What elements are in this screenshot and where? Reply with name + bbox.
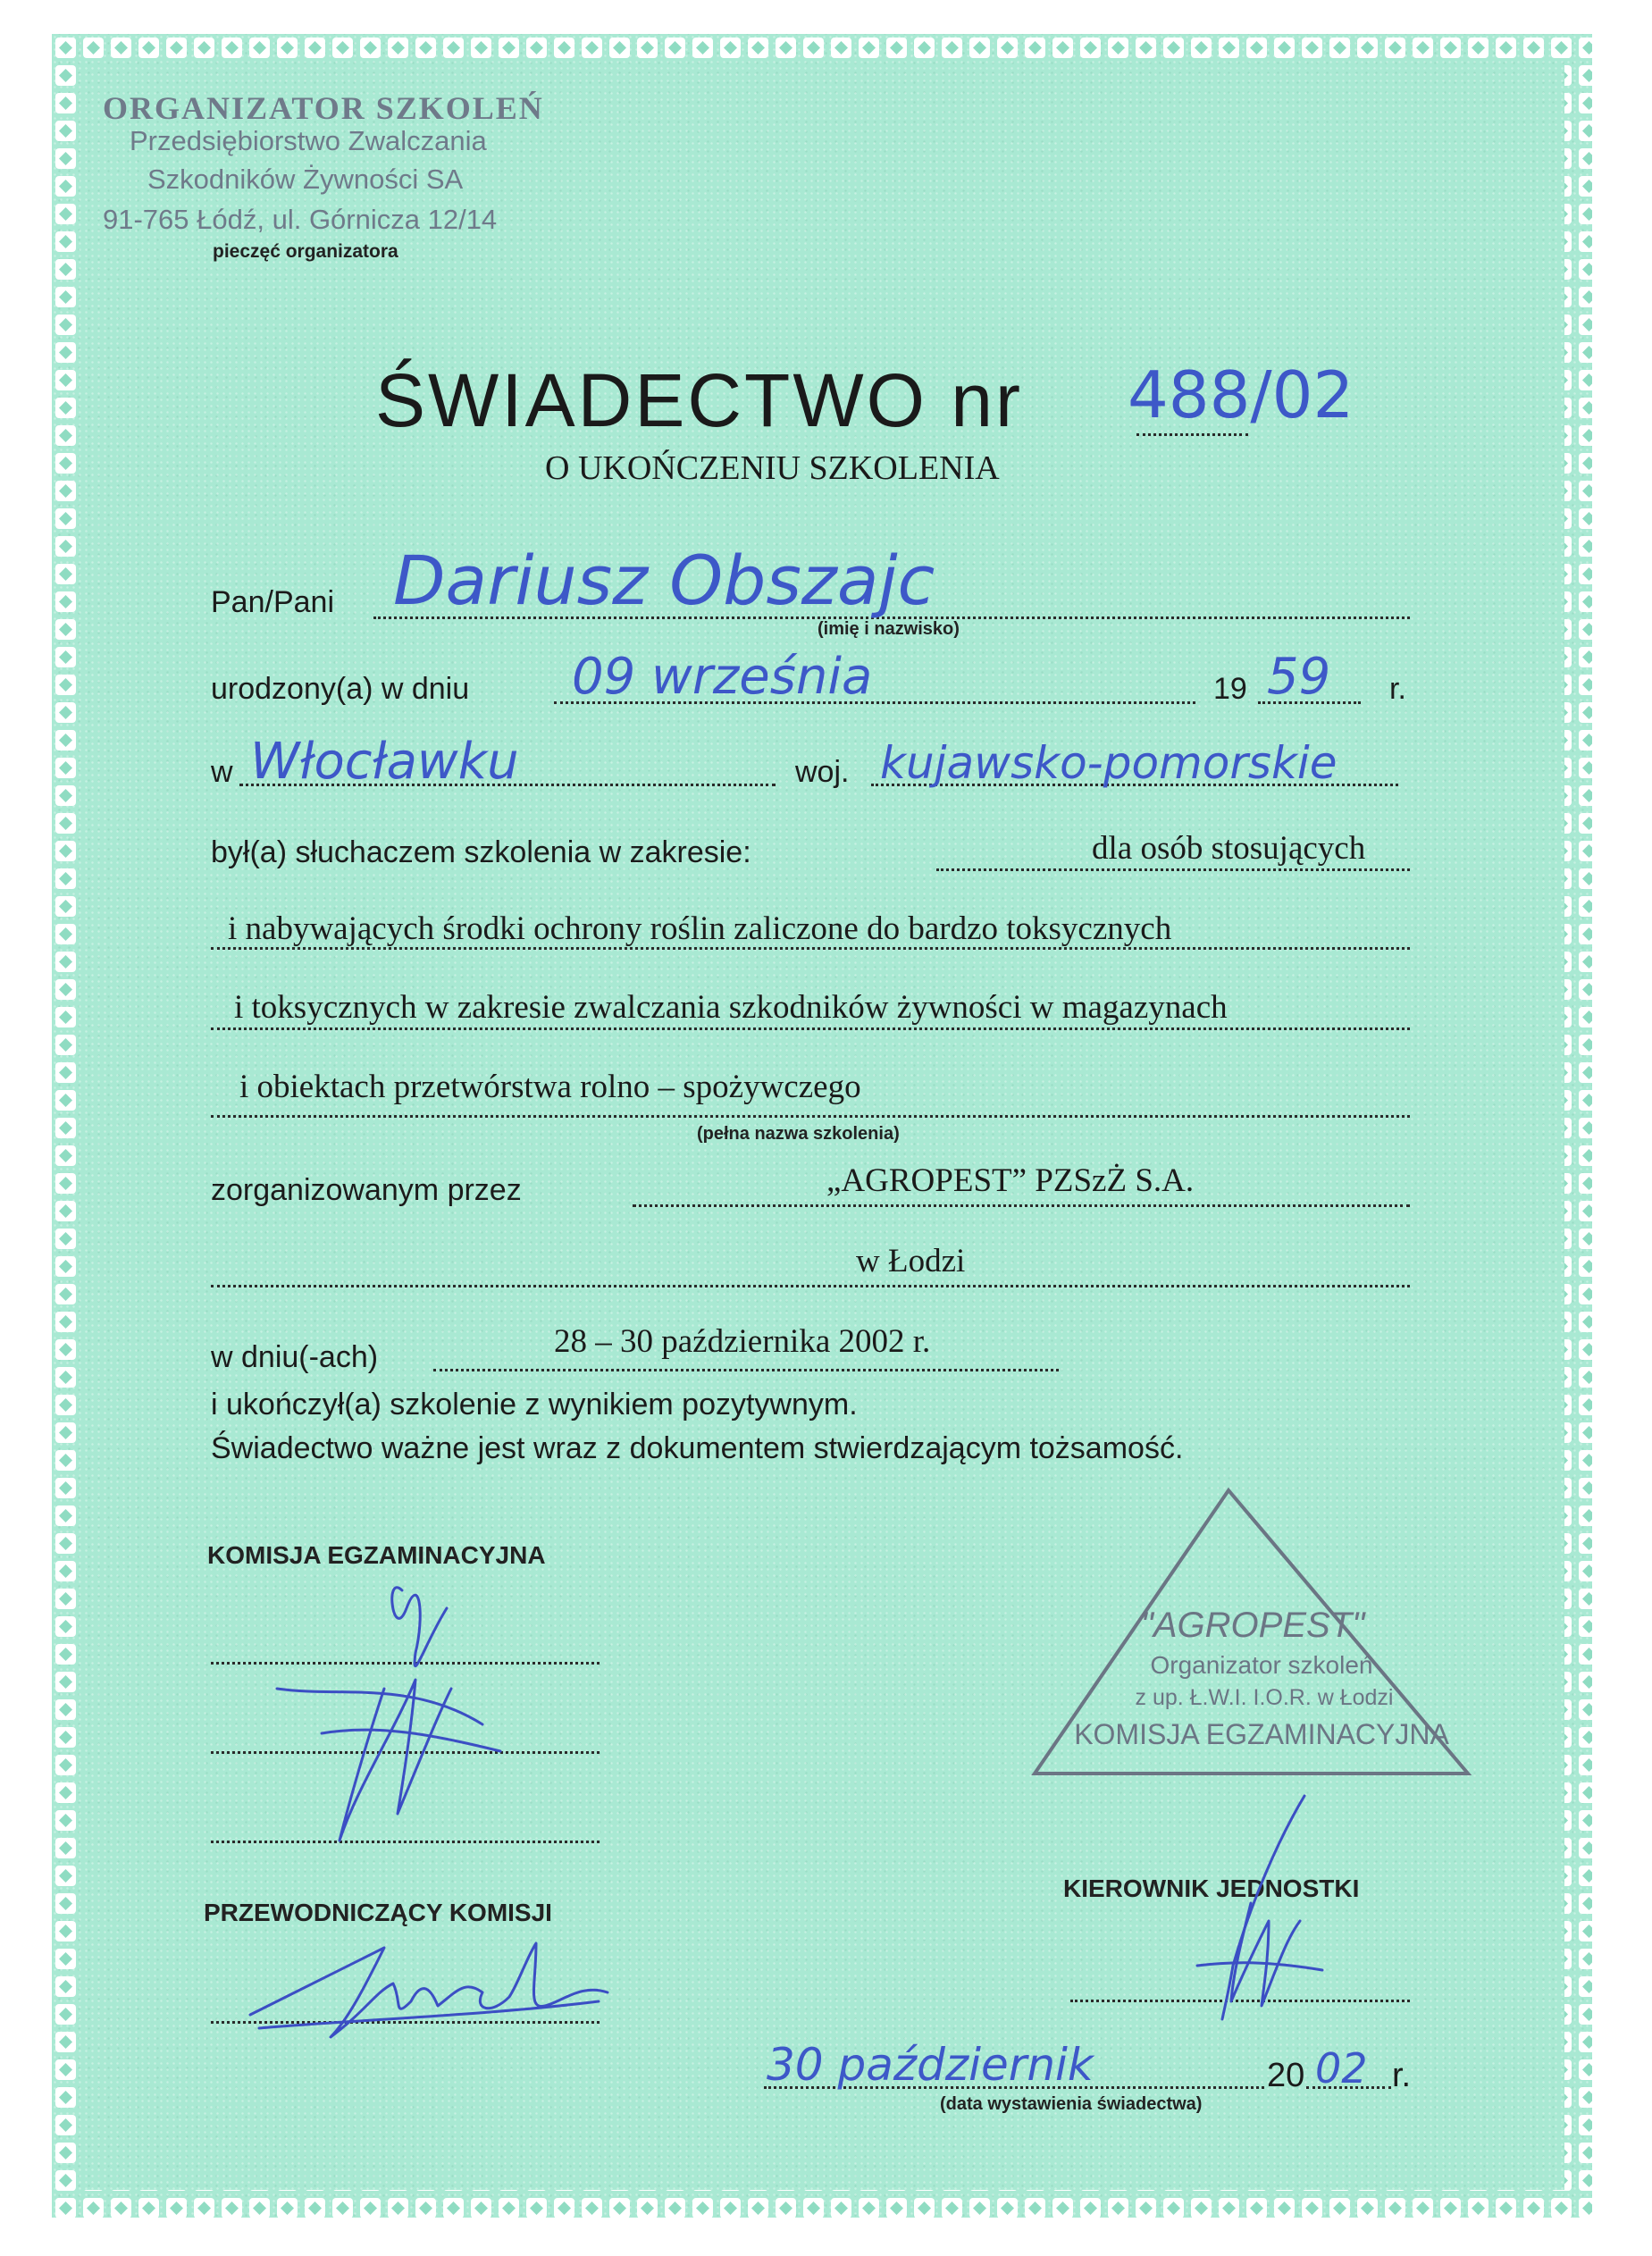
course-label: był(a) słuchaczem szkolenia w zakresie: xyxy=(211,835,751,869)
organizer-stamp-line: Szkodników Żywności SA xyxy=(147,164,464,195)
dotted-line xyxy=(211,1285,1410,1287)
issue-year-prefix: 20 xyxy=(1267,2057,1305,2094)
dotted-line xyxy=(936,868,1410,871)
result-text: i ukończył(a) szkolenie z wynikiem pozytywnym. xyxy=(211,1388,858,1422)
course-line-2: i nabywających środki ochrony roślin zaliczone do bardzo toksycznych xyxy=(228,910,1172,947)
commission-signature xyxy=(268,1555,536,1858)
course-line-1: dla osób stosujących xyxy=(1092,830,1366,867)
seal-line-3: z up. Ł.W.I. I.O.R. w Łodzi xyxy=(1135,1685,1394,1710)
birth-date-value: 09 września xyxy=(572,648,873,706)
chair-signature xyxy=(241,1930,616,2046)
province-value: kujawsko-pomorskie xyxy=(880,737,1338,789)
organized-value: „AGROPEST” PZSzŻ S.A. xyxy=(826,1162,1195,1199)
birth-year-suffix: r. xyxy=(1389,672,1406,706)
place-value: Włocławku xyxy=(250,733,519,791)
organizer-stamp-address: 91-765 Łódź, ul. Górnicza 12/14 xyxy=(103,204,498,235)
name-caption: (imię i nazwisko) xyxy=(818,619,960,639)
organized-label: zorganizowanym przez xyxy=(211,1173,522,1207)
birth-year-prefix: 19 xyxy=(1213,672,1247,706)
organizer-stamp-caption: pieczęć organizatora xyxy=(213,241,398,262)
issue-year-value: 02 xyxy=(1315,2044,1368,2092)
name-label: Pan/Pani xyxy=(211,585,334,619)
seal-line-2: Organizator szkoleń xyxy=(1150,1651,1373,1679)
head-label: KIEROWNIK JEDNOSTKI xyxy=(1063,1874,1360,1902)
dotted-line xyxy=(1136,433,1248,436)
seal-line-4: KOMISJA EGZAMINACYJNA xyxy=(1074,1718,1449,1750)
certificate-title: ŚWIADECTWO nr xyxy=(375,358,1023,442)
dates-value: 28 – 30 października 2002 r. xyxy=(554,1323,931,1360)
organizer-stamp-title: ORGANIZATOR SZKOLEŃ xyxy=(103,90,544,126)
seal-line-1: "AGROPEST" xyxy=(1140,1606,1365,1645)
certificate-number: 488/02 xyxy=(1128,357,1354,432)
issue-date-caption: (data wystawienia świadectwa) xyxy=(940,2094,1203,2114)
organizer-stamp-line: Przedsiębiorstwo Zwalczania xyxy=(130,125,487,156)
issue-year-suffix: r. xyxy=(1392,2057,1412,2094)
dates-label: w dniu(-ach) xyxy=(211,1340,379,1374)
course-line-3: i toksycznych w zakresie zwalczania szkodników żywności w magazynach xyxy=(234,989,1228,1026)
commission-seal xyxy=(1027,1483,1474,1787)
dotted-line xyxy=(433,1369,1059,1371)
dotted-line xyxy=(211,1115,1410,1118)
province-label: woj. xyxy=(795,755,850,789)
commission-label: KOMISJA EGZAMINACYJNA xyxy=(207,1541,546,1569)
organized-city: w Łodzi xyxy=(856,1243,966,1279)
name-value: Dariusz Obszajc xyxy=(393,541,935,620)
course-line-4: i obiektach przetwórstwa rolno – spożywczego xyxy=(239,1069,861,1105)
dotted-line xyxy=(211,1027,1410,1030)
certificate-subtitle: O UKOŃCZENIU SZKOLENIA xyxy=(545,449,1000,487)
validity-text: Świadectwo ważne jest wraz z dokumentem stwierdzającym tożsamość. xyxy=(211,1431,1184,1465)
birth-label: urodzony(a) w dniu xyxy=(211,672,470,706)
head-signature xyxy=(1179,1787,1331,2028)
issue-date-value: 30 październik xyxy=(767,2039,1094,2091)
dotted-line xyxy=(633,1204,1410,1207)
course-caption: (pełna nazwa szkolenia) xyxy=(697,1124,900,1144)
birth-year-value: 59 xyxy=(1267,648,1331,706)
chair-label: PRZEWODNICZĄCY KOMISJI xyxy=(204,1899,552,1926)
place-label: w xyxy=(211,755,233,789)
